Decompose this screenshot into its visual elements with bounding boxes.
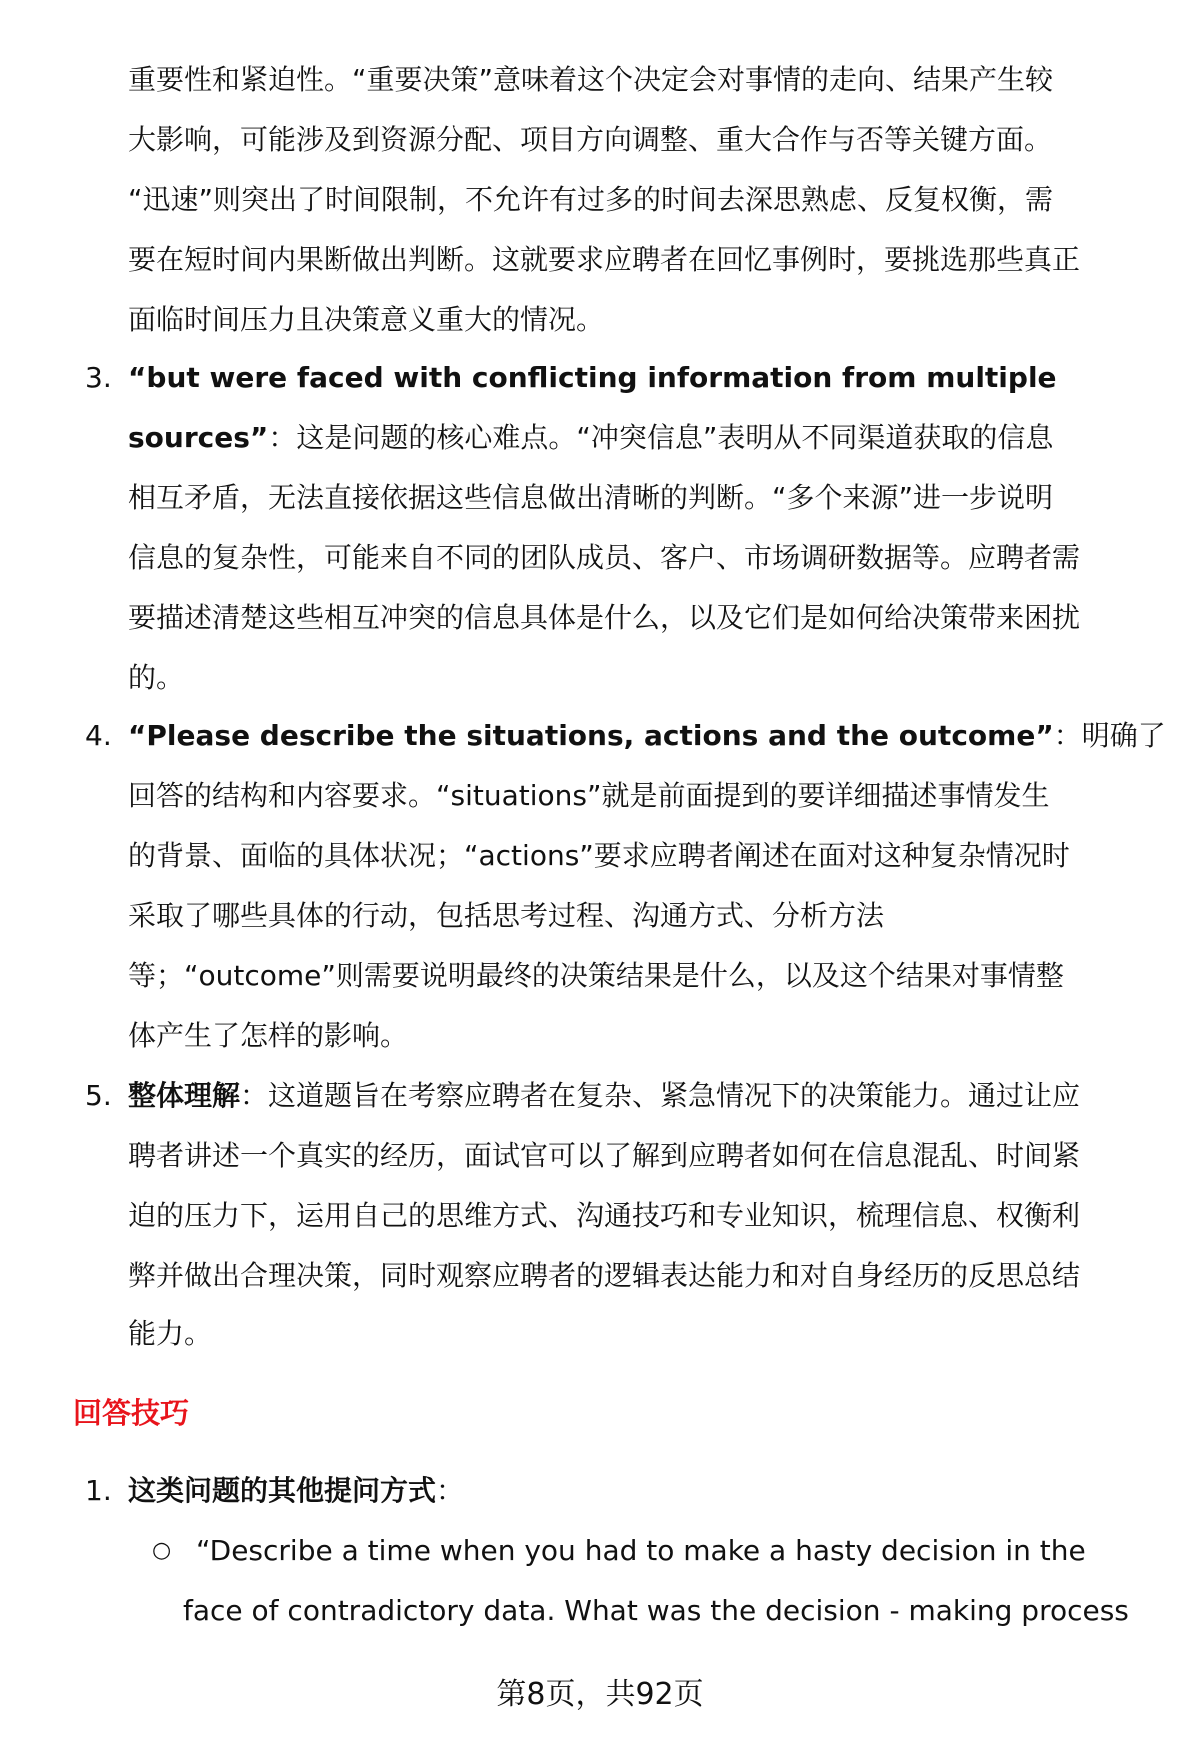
text-line: “Describe a time when you had to make a hasty decision in the: [196, 1534, 1086, 1567]
text-line: 弊并做出合理决策，同时观察应聘者的逻辑表达能力和对自身经历的反思总结: [128, 1259, 1081, 1292]
list-number: 3.: [85, 361, 112, 394]
text-line: 回答的结构和内容要求。“situations”就是前面提到的要详细描述事情发生: [128, 779, 1050, 812]
text-line: 的背景、面临的具体状况；“actions”要求应聘者阐述在面对这种复杂情况时: [128, 839, 1070, 872]
text-line: 迫的压力下，运用自己的思维方式、沟通技巧和专业知识，梳理信息、权衡利: [128, 1199, 1081, 1232]
section-heading: 回答技巧: [73, 1396, 190, 1430]
text-line: “迅速”则突出了时间限制，不允许有过多的时间去深思熟虑、反复权衡，需: [128, 183, 1054, 216]
text-line: 能力。: [128, 1317, 213, 1350]
text: ：这道题旨在考察应聘者在复杂、紧急情况下的决策能力。通过让应: [240, 1079, 1081, 1112]
text: ：: [436, 1474, 465, 1507]
text-line: 采取了哪些具体的行动，包括思考过程、沟通方式、分析方法: [128, 899, 885, 932]
text-line: 要在短时间内果断做出判断。这就要求应聘者在回忆事例时，要挑选那些真正: [128, 243, 1081, 276]
page-footer: 第8页，共92页: [496, 1677, 704, 1712]
text-line: 聘者讲述一个真实的经历，面试官可以了解到应聘者如何在信息混乱、时间紧: [128, 1139, 1081, 1172]
text: ：这是问题的核心难点。“冲突信息”表明从不同渠道获取的信息: [268, 421, 1054, 454]
bold-quote: “Please describe the situations, actions and the outcome”: [128, 719, 1054, 752]
bold-quote: sources”: [128, 421, 269, 454]
list-number: 1.: [85, 1474, 112, 1507]
text-line: 重要性和紧迫性。“重要决策”意味着这个决定会对事情的走向、结果产生较: [128, 63, 1054, 96]
text-line: 的。: [128, 661, 185, 694]
list-number: 4.: [85, 719, 112, 752]
circle-bullet-icon: ○: [152, 1538, 172, 1563]
list-number: 5.: [85, 1079, 112, 1112]
bold-quote: “but were faced with conflicting information from multiple: [128, 361, 1057, 394]
bold-term: 这类问题的其他提问方式: [128, 1474, 437, 1507]
text-line: 等；“outcome”则需要说明最终的决策结果是什么，以及这个结果对事情整: [128, 959, 1064, 992]
text-line: 面临时间压力且决策意义重大的情况。: [128, 303, 605, 336]
bold-term: 整体理解: [128, 1079, 241, 1112]
text-line: 要描述清楚这些相互冲突的信息具体是什么，以及它们是如何给决策带来困扰: [128, 601, 1081, 634]
text-line: face of contradictory data. What was the decision - making process: [183, 1594, 1129, 1627]
text-line: 信息的复杂性，可能来自不同的团队成员、客户、市场调研数据等。应聘者需: [128, 541, 1081, 574]
text-line: 体产生了怎样的影响。: [128, 1019, 409, 1052]
text-line: 大影响，可能涉及到资源分配、项目方向调整、重大合作与否等关键方面。: [128, 123, 1053, 156]
text-line: 相互矛盾，无法直接依据这些信息做出清晰的判断。“多个来源”进一步说明: [128, 481, 1054, 514]
text: ：明确了: [1053, 719, 1166, 752]
